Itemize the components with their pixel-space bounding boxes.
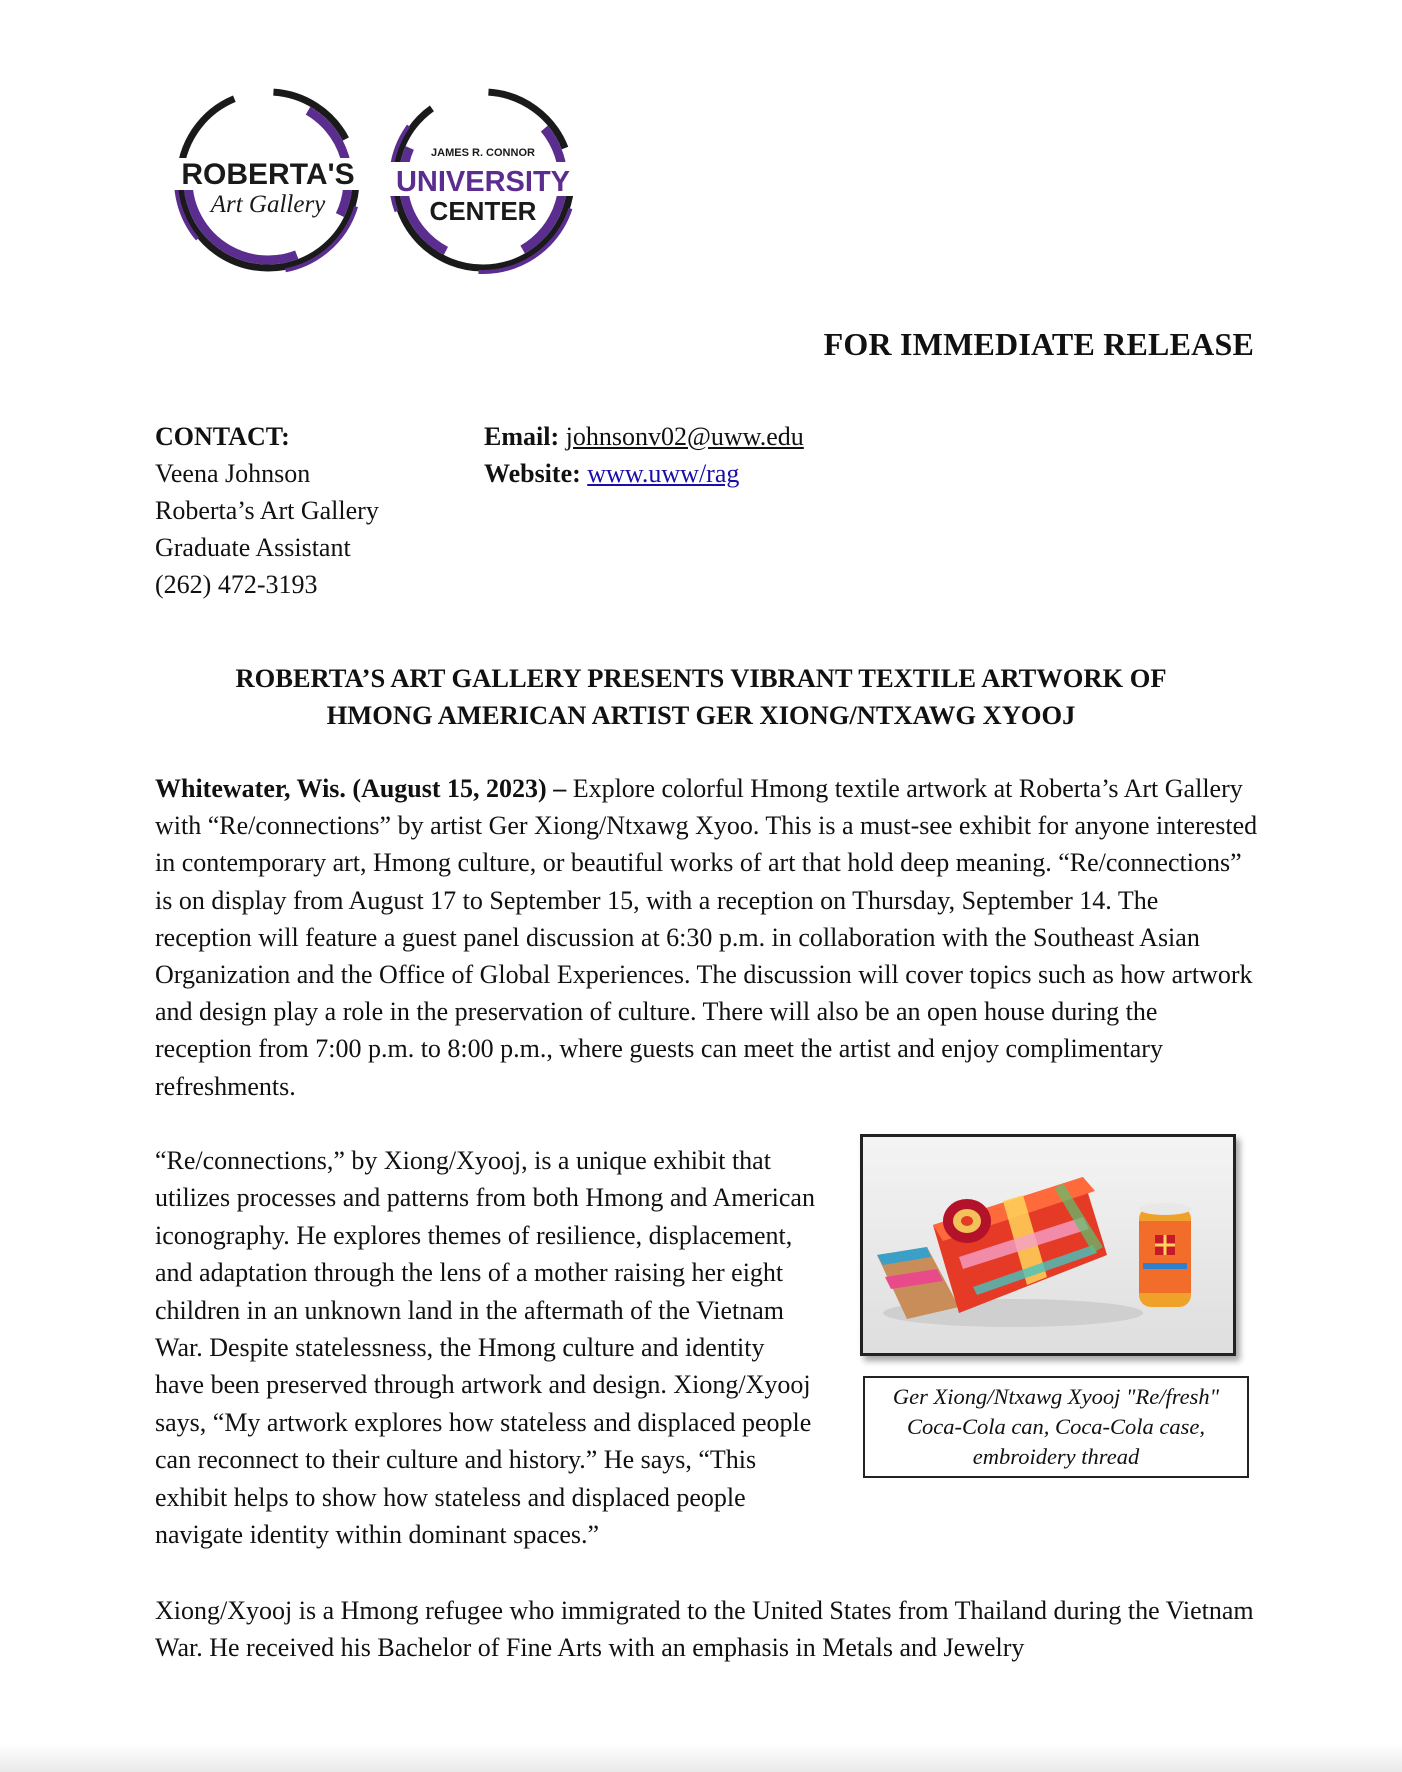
paragraph-2: “Re/connections,” by Xiong/Xyooj, is a unique exhibit that utilizes processes and patterns from both Hmong and American iconography. He explores themes of resilience, displacement, and adaptation through the lens of a mother raising her eight children in an unknown land in the aftermath of the Vietnam War. Despite statelessness, the Hmong culture and identity have been preserved through artwork and design. Xiong/Xyooj says, “My artwork explores how stateless and displaced people can reconnect to their culture and history.” He says, “This exhibit helps to show how stateless and displaced people navigate identity within dominant spaces.” — [155, 1146, 815, 1550]
paragraph-1-text: Explore colorful Hmong textile artwork at Roberta’s Art Gallery with “Re/connections” by artist Ger Xiong/Ntxawg Xyoo. This is a must-see exhibit for anyone interested in contemporary art, Hmong culture, or beautiful works of art that hold deep meaning. “Re/connections” is on display from August 17 to September 15, with a reception on Thursday, September 14. The reception will feature a guest panel discussion at 6:30 p.m. in collaboration with the Southeast Asian Organization and the Office of Global Experiences. The discussion will cover topics such as how artwork and design play a role in the preservation of culture. There will also be an open house during the reception from 7:00 p.m. to 8:00 p.m., where guests can meet the artist and enjoy complimentary refreshments. — [155, 774, 1258, 1101]
contact-role: Graduate Assistant — [155, 533, 351, 562]
university-center-logo — [383, 80, 583, 280]
contact-label: CONTACT: — [155, 422, 290, 451]
paragraph-1 — [155, 770, 1259, 1105]
dateline: Whitewater, Wis. (August 15, 2023) – — [155, 774, 567, 803]
release-label: FOR IMMEDIATE RELEASE — [823, 326, 1254, 362]
contact-block — [155, 418, 379, 603]
website-link[interactable]: www.uww/rag — [587, 459, 740, 488]
headline-line2: HMONG AMERICAN ARTIST GER XIONG/NTXAWG XYOOJ — [326, 700, 1076, 730]
caption-line1: Ger Xiong/Ntxawg Xyooj "Re/fresh" — [892, 1384, 1220, 1409]
artwork-photo — [860, 1134, 1236, 1356]
caption-line3: embroidery thread — [972, 1444, 1140, 1469]
university-logo-line3: CENTER — [429, 196, 537, 226]
caption-line2: Coca-Cola can, Coca-Cola case, — [906, 1414, 1206, 1439]
university-logo-line2: UNIVERSITY — [395, 166, 571, 198]
image-caption — [863, 1376, 1249, 1478]
contact-phone: (262) 472-3193 — [155, 570, 318, 599]
headline — [155, 660, 1247, 734]
roberta-gallery-logo — [168, 80, 368, 280]
headline-line1: ROBERTA’S ART GALLERY PRESENTS VIBRANT TEXTILE ARTWORK OF — [235, 663, 1167, 693]
gallery-logo-line2: Art Gallery — [210, 191, 326, 218]
paragraph-3: Xiong/Xyooj is a Hmong refugee who immigrated to the United States from Thailand during the Vietnam War. He received his Bachelor of Fine Arts with an emphasis in Metals and Jewelry — [155, 1596, 1254, 1663]
email-link[interactable]: johnsonv02@uww.edu — [565, 422, 804, 451]
website-label: Website: — [484, 459, 581, 488]
contact-links — [484, 418, 804, 492]
contact-organization: Roberta’s Art Gallery — [155, 496, 379, 525]
coca-cola-box-artwork-image — [863, 1137, 1233, 1353]
university-logo-line1: JAMES R. CONNOR — [431, 147, 535, 159]
gallery-logo-line1: ROBERTA'S — [181, 158, 355, 191]
contact-name: Veena Johnson — [155, 459, 311, 488]
email-label: Email: — [484, 422, 560, 451]
page-bottom-shadow — [0, 1744, 1402, 1772]
